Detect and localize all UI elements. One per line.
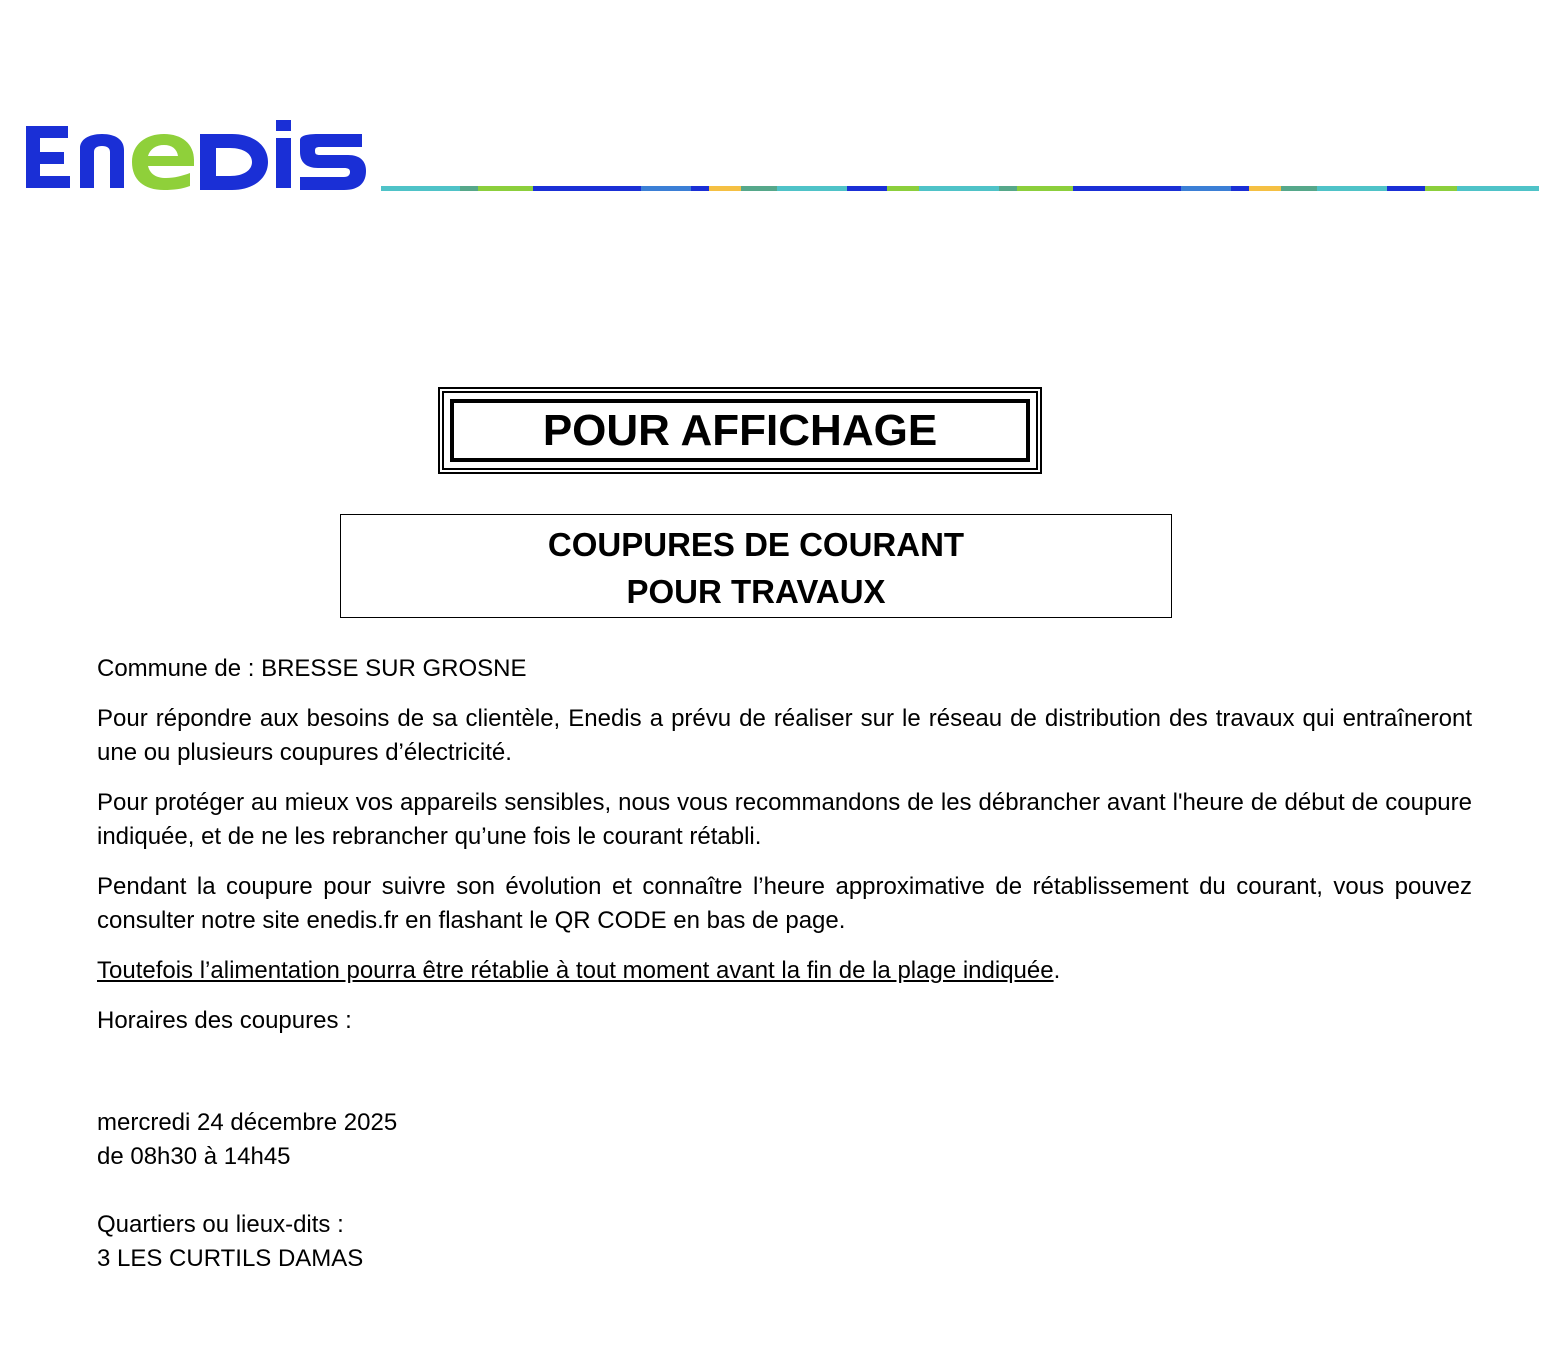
notice-underlined: Toutefois l’alimentation pourra être rétablie à tout moment avant la fin de la plage indiquée bbox=[97, 957, 1054, 984]
heading-line-1: COUPURES DE COURANT bbox=[547, 526, 965, 563]
horaires-label: Horaires des coupures : bbox=[97, 1007, 352, 1034]
notice-body bbox=[97, 652, 1472, 1276]
paragraph-evolution: Pendant la coupure pour suivre son évolution et connaître l’heure approximative de rétablissement du courant, vous pouvez consulter notre site enedis.fr en flashant le QR CODE en bas de page. bbox=[97, 873, 1472, 934]
quartier-value: 3 LES CURTILS DAMAS bbox=[97, 1245, 364, 1272]
header-color-stripe bbox=[381, 186, 1541, 191]
paragraph-besoins: Pour répondre aux besoins de sa clientèle, Enedis a prévu de réaliser sur le réseau de distribution des travaux qui entraîneront une ou plusieurs coupures d’électricité. bbox=[97, 705, 1472, 766]
quartiers-block bbox=[97, 1208, 1472, 1276]
outage-date: mercredi 24 décembre 2025 bbox=[97, 1109, 398, 1136]
page-title: POUR AFFICHAGE bbox=[542, 405, 938, 455]
heading-line-2: POUR TRAVAUX bbox=[626, 573, 886, 610]
notice-period: . bbox=[1053, 957, 1061, 984]
paragraph-appareils: Pour protéger au mieux vos appareils sensibles, nous vous recommandons de les débrancher avant l'heure de début de coupure indiquée, et de ne les rebrancher qu’une fois le courant rétabli. bbox=[97, 789, 1472, 850]
quartiers-label: Quartiers ou lieux-dits : bbox=[97, 1211, 344, 1238]
commune-line: Commune de : BRESSE SUR GROSNE bbox=[97, 655, 527, 682]
enedis-logo bbox=[22, 118, 368, 196]
coupures-heading-box bbox=[340, 514, 1172, 618]
outage-time-range: de 08h30 à 14h45 bbox=[97, 1143, 291, 1170]
schedule-block bbox=[97, 1106, 1472, 1174]
pour-affichage-box bbox=[438, 387, 1042, 474]
notice-line bbox=[97, 954, 1472, 988]
